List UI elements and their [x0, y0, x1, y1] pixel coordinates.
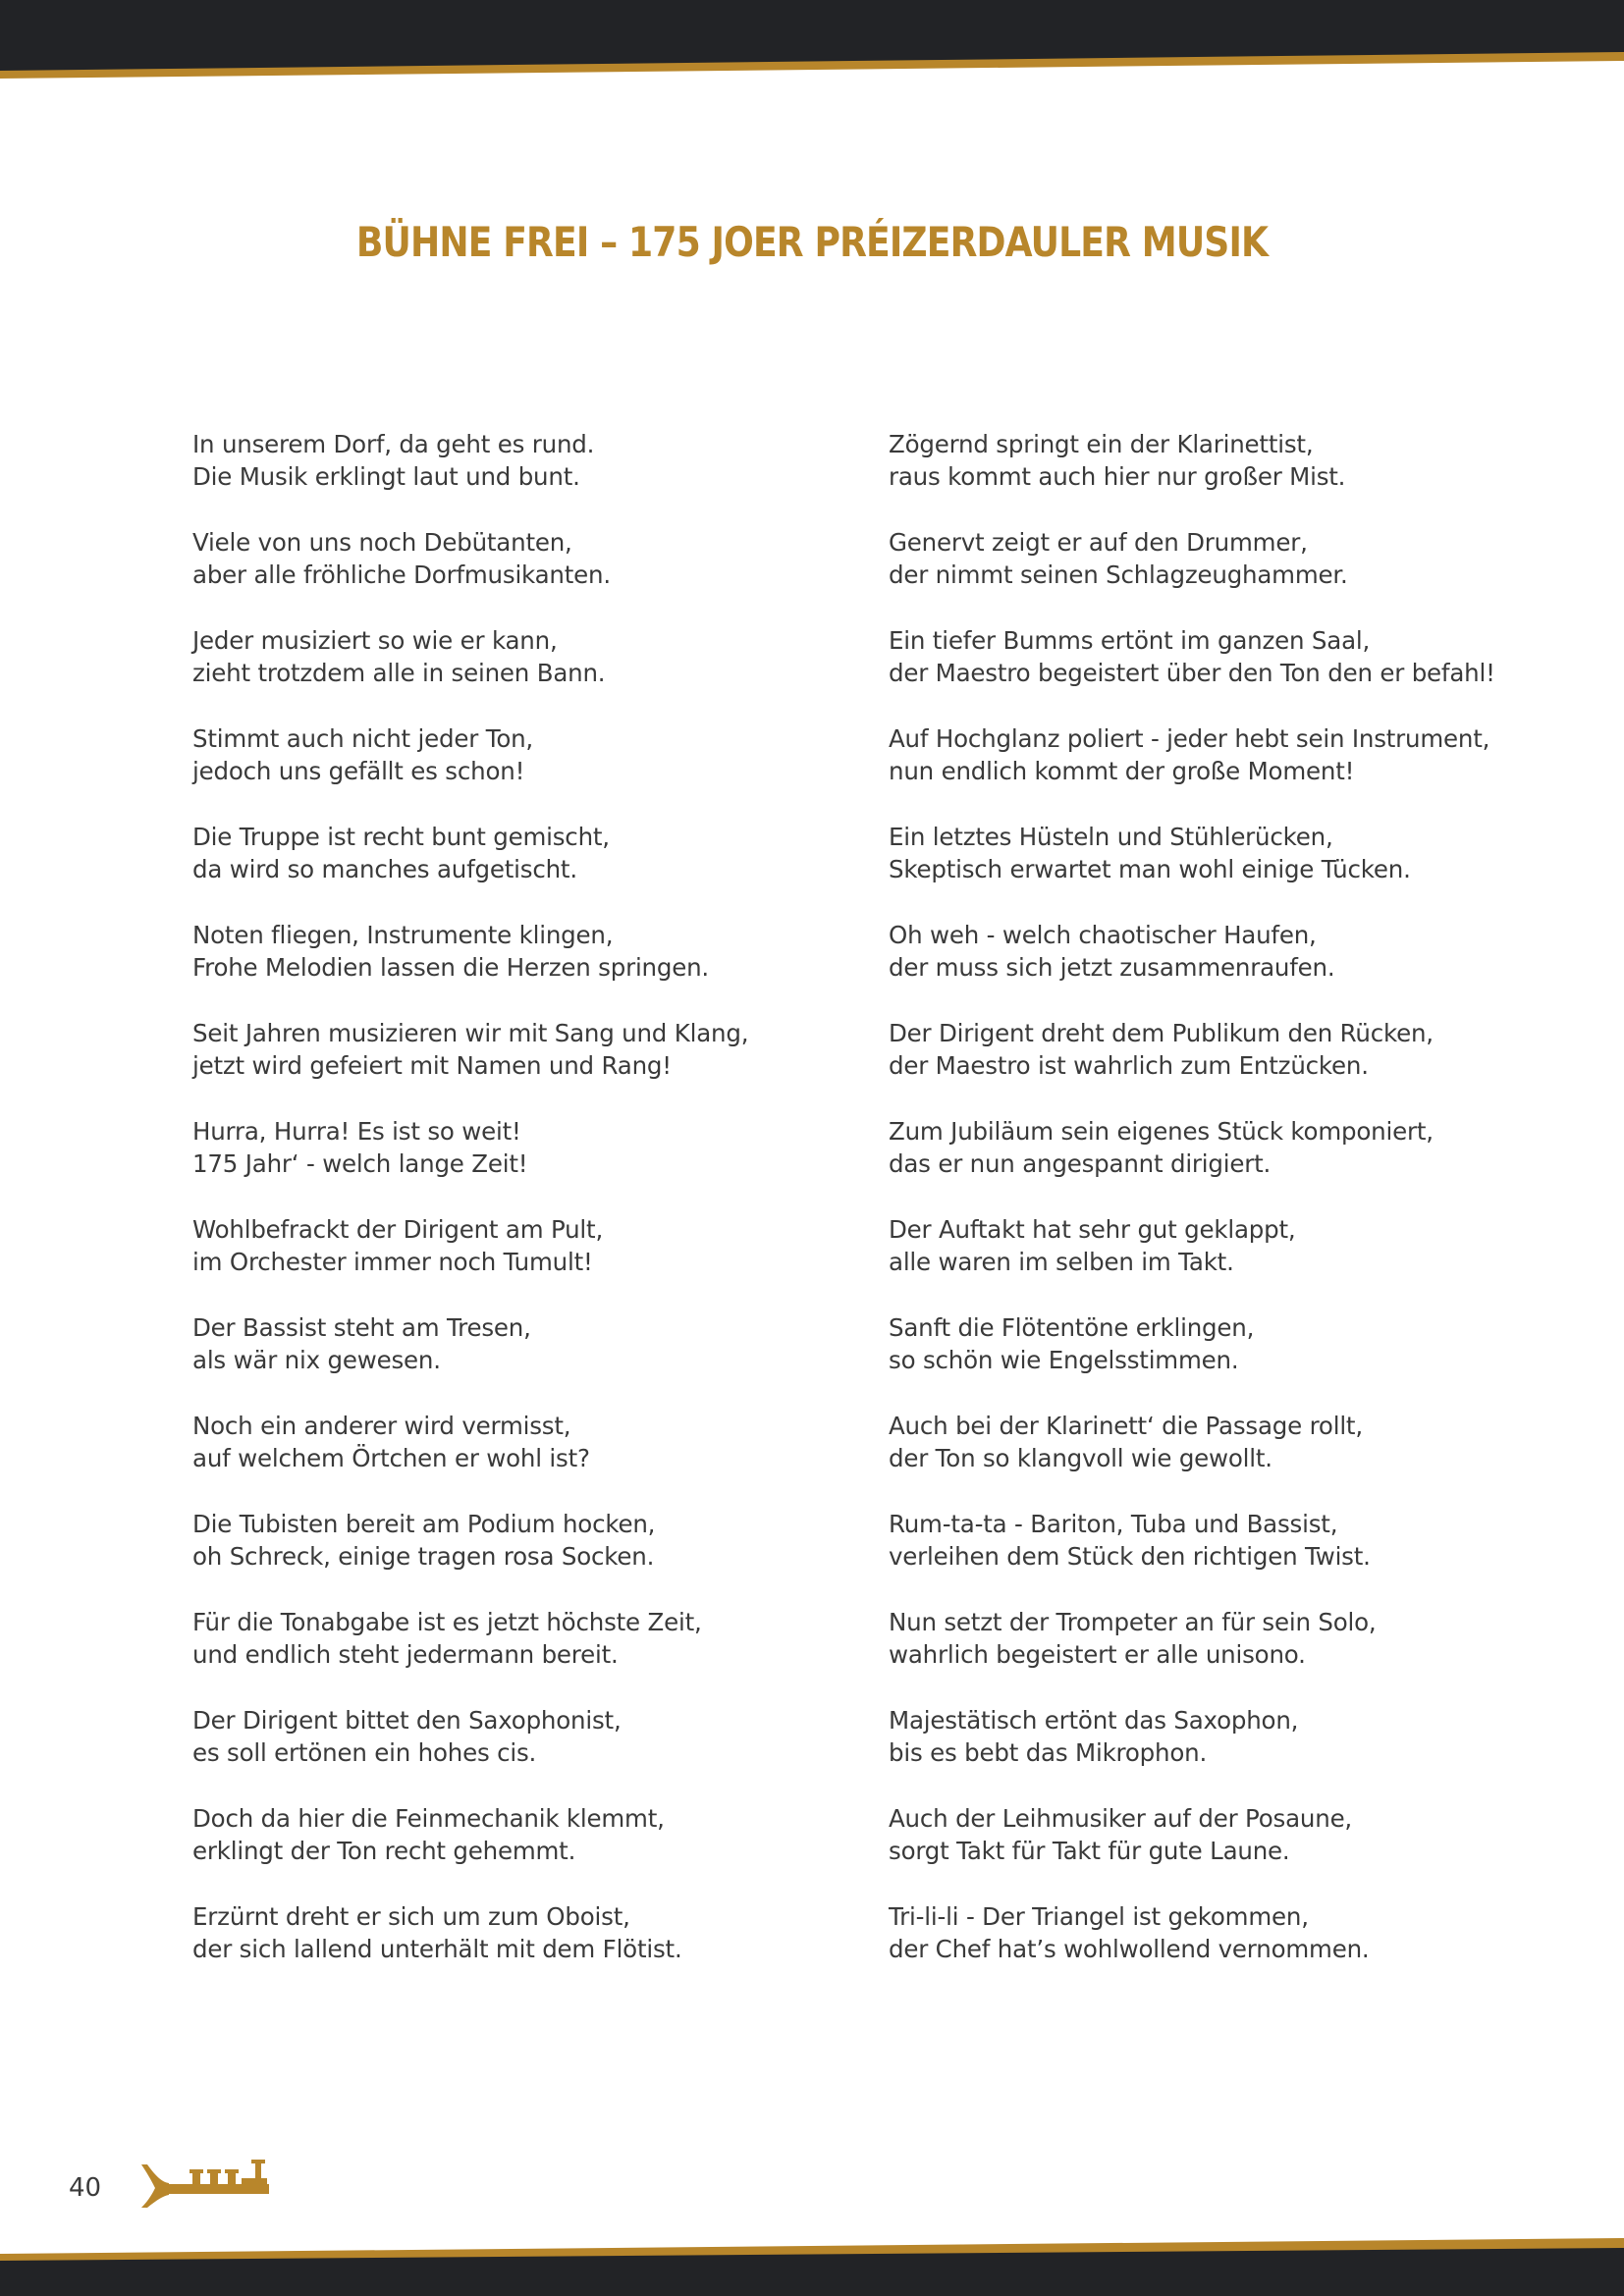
stanza	[889, 1900, 1605, 1999]
stanza	[889, 526, 1605, 624]
poem-line: aber alle fröhliche Dorfmusikanten.	[192, 561, 611, 589]
poem-line: der Ton so klangvoll wie gewollt.	[889, 1444, 1272, 1472]
poem-line: der Maestro ist wahrlich zum Entzücken.	[889, 1051, 1369, 1080]
poem-line: da wird so manches aufgetischt.	[192, 855, 577, 883]
poem-line: Der Dirigent dreht dem Publikum den Rücken,	[889, 1019, 1434, 1047]
poem-line: der nimmt seinen Schlagzeughammer.	[889, 561, 1348, 589]
poem-line: Nun setzt der Trompeter an für sein Solo,	[889, 1608, 1377, 1636]
poem-line: Ein letztes Hüsteln und Stühlerücken,	[889, 823, 1333, 851]
poem-line: Der Dirigent bittet den Saxophonist,	[192, 1706, 622, 1735]
poem-line: Noten fliegen, Instrumente klingen,	[192, 921, 614, 949]
poem-line: Hurra, Hurra! Es ist so weit!	[192, 1117, 521, 1146]
poem-line: Der Bassist steht am Tresen,	[192, 1313, 531, 1342]
top-band-graphic	[0, 0, 1624, 79]
poem-line: Seit Jahren musizieren wir mit Sang und Klang,	[192, 1019, 749, 1047]
poem-line: Die Musik erklingt laut und bunt.	[192, 462, 580, 491]
stanza	[889, 1213, 1605, 1311]
poem-line: oh Schreck, einige tragen rosa Socken.	[192, 1542, 655, 1571]
poem-line: Wohlbefrackt der Dirigent am Pult,	[192, 1215, 604, 1244]
poem-column-right	[889, 428, 1605, 1999]
poem-line: jedoch uns gefällt es schon!	[192, 757, 525, 785]
stanza	[192, 1900, 870, 1999]
stanza	[192, 821, 870, 919]
poem-line: zieht trotzdem alle in seinen Bann.	[192, 659, 606, 687]
poem-line: Auch der Leihmusiker auf der Posaune,	[889, 1804, 1353, 1833]
bottom-footer-band	[0, 2228, 1624, 2296]
stanza	[192, 428, 870, 526]
poem-line: In unserem Dorf, da geht es rund.	[192, 430, 595, 458]
poem-line: 175 Jahr‘ - welch lange Zeit!	[192, 1149, 528, 1178]
poem-line: so schön wie Engelsstimmen.	[889, 1346, 1239, 1374]
poem-line: Der Auftakt hat sehr gut geklappt,	[889, 1215, 1296, 1244]
poem-line: nun endlich kommt der große Moment!	[889, 757, 1355, 785]
stanza	[889, 1802, 1605, 1900]
poem-line: im Orchester immer noch Tumult!	[192, 1248, 593, 1276]
stanza	[192, 1410, 870, 1508]
stanza	[889, 1508, 1605, 1606]
poem-line: auf welchem Örtchen er wohl ist?	[192, 1444, 590, 1472]
poem-line: Frohe Melodien lassen die Herzen springen.	[192, 953, 710, 982]
poem-line: der sich lallend unterhält mit dem Flötist.	[192, 1935, 682, 1963]
poem-line: Stimmt auch nicht jeder Ton,	[192, 724, 534, 753]
poem-line: Genervt zeigt er auf den Drummer,	[889, 528, 1308, 557]
stanza	[192, 526, 870, 624]
poem-line: Viele von uns noch Debütanten,	[192, 528, 572, 557]
poem-line: es soll ertönen ein hohes cis.	[192, 1738, 537, 1767]
poem-line: alle waren im selben im Takt.	[889, 1248, 1234, 1276]
poem-line: Jeder musiziert so wie er kann,	[192, 626, 558, 655]
poem-line: Die Tubisten bereit am Podium hocken,	[192, 1510, 656, 1538]
poem-line: verleihen dem Stück den richtigen Twist.	[889, 1542, 1371, 1571]
poem-line: Für die Tonabgabe ist es jetzt höchste Zeit,	[192, 1608, 702, 1636]
poem-line: Ein tiefer Bumms ertönt im ganzen Saal,	[889, 626, 1371, 655]
poem-line: Majestätisch ertönt das Saxophon,	[889, 1706, 1299, 1735]
poem-column-left	[192, 428, 870, 1999]
stanza	[192, 1508, 870, 1606]
stanza	[889, 919, 1605, 1017]
poem-line: erklingt der Ton recht gehemmt.	[192, 1837, 576, 1865]
poem-line: Doch da hier die Feinmechanik klemmt,	[192, 1804, 665, 1833]
stanza	[889, 624, 1605, 722]
stanza	[889, 1017, 1605, 1115]
stanza	[192, 1213, 870, 1311]
poem-line: Sanft die Flötentöne erklingen,	[889, 1313, 1255, 1342]
bottom-band-graphic	[0, 2228, 1624, 2296]
stanza	[889, 428, 1605, 526]
poem-line: und endlich steht jedermann bereit.	[192, 1640, 619, 1669]
poem-line: der muss sich jetzt zusammenraufen.	[889, 953, 1335, 982]
stanza	[889, 1115, 1605, 1213]
poem-line: das er nun angespannt dirigiert.	[889, 1149, 1272, 1178]
poem-line: jetzt wird gefeiert mit Namen und Rang!	[192, 1051, 672, 1080]
poem-line: wahrlich begeistert er alle unisono.	[889, 1640, 1306, 1669]
top-header-band	[0, 0, 1624, 79]
stanza	[889, 1410, 1605, 1508]
poem-line: Zögernd springt ein der Klarinettist,	[889, 430, 1314, 458]
poem-line: Die Truppe ist recht bunt gemischt,	[192, 823, 610, 851]
poem-line: raus kommt auch hier nur großer Mist.	[889, 462, 1346, 491]
poem-line: Zum Jubiläum sein eigenes Stück komponiert,	[889, 1117, 1434, 1146]
stanza	[192, 1606, 870, 1704]
poem-line: Tri-li-li - Der Triangel ist gekommen,	[889, 1902, 1309, 1931]
poem-line: Oh weh - welch chaotischer Haufen,	[889, 921, 1317, 949]
trumpet-logo-icon	[139, 2155, 277, 2210]
poem-line: bis es bebt das Mikrophon.	[889, 1738, 1208, 1767]
poem-line: Auch bei der Klarinett‘ die Passage rollt,	[889, 1412, 1363, 1440]
stanza	[192, 1704, 870, 1802]
stanza	[192, 1802, 870, 1900]
stanza	[192, 1311, 870, 1410]
poem-line: Erzürnt dreht er sich um zum Oboist,	[192, 1902, 630, 1931]
poem-line: Noch ein anderer wird vermisst,	[192, 1412, 571, 1440]
stanza	[889, 722, 1605, 821]
stanza	[889, 1311, 1605, 1410]
poem-line: der Chef hat’s wohlwollend vernommen.	[889, 1935, 1370, 1963]
stanza	[192, 722, 870, 821]
poem-line: der Maestro begeistert über den Ton den er befahl!	[889, 659, 1495, 687]
poem-line: Auf Hochglanz poliert - jeder hebt sein Instrument,	[889, 724, 1490, 753]
page-number: 40	[69, 2173, 102, 2203]
stanza	[889, 1606, 1605, 1704]
stanza	[192, 1115, 870, 1213]
poem-line: Rum-ta-ta - Bariton, Tuba und Bassist,	[889, 1510, 1338, 1538]
poem-line: Skeptisch erwartet man wohl einige Tücken.	[889, 855, 1411, 883]
poem-line: sorgt Takt für Takt für gute Laune.	[889, 1837, 1290, 1865]
stanza	[889, 821, 1605, 919]
page-title: BÜHNE FREI – 175 JOER PRÉIZERDAULER MUSIK	[355, 218, 1269, 266]
stanza	[192, 1017, 870, 1115]
stanza	[889, 1704, 1605, 1802]
poem-line: als wär nix gewesen.	[192, 1346, 441, 1374]
stanza	[192, 624, 870, 722]
stanza	[192, 919, 870, 1017]
